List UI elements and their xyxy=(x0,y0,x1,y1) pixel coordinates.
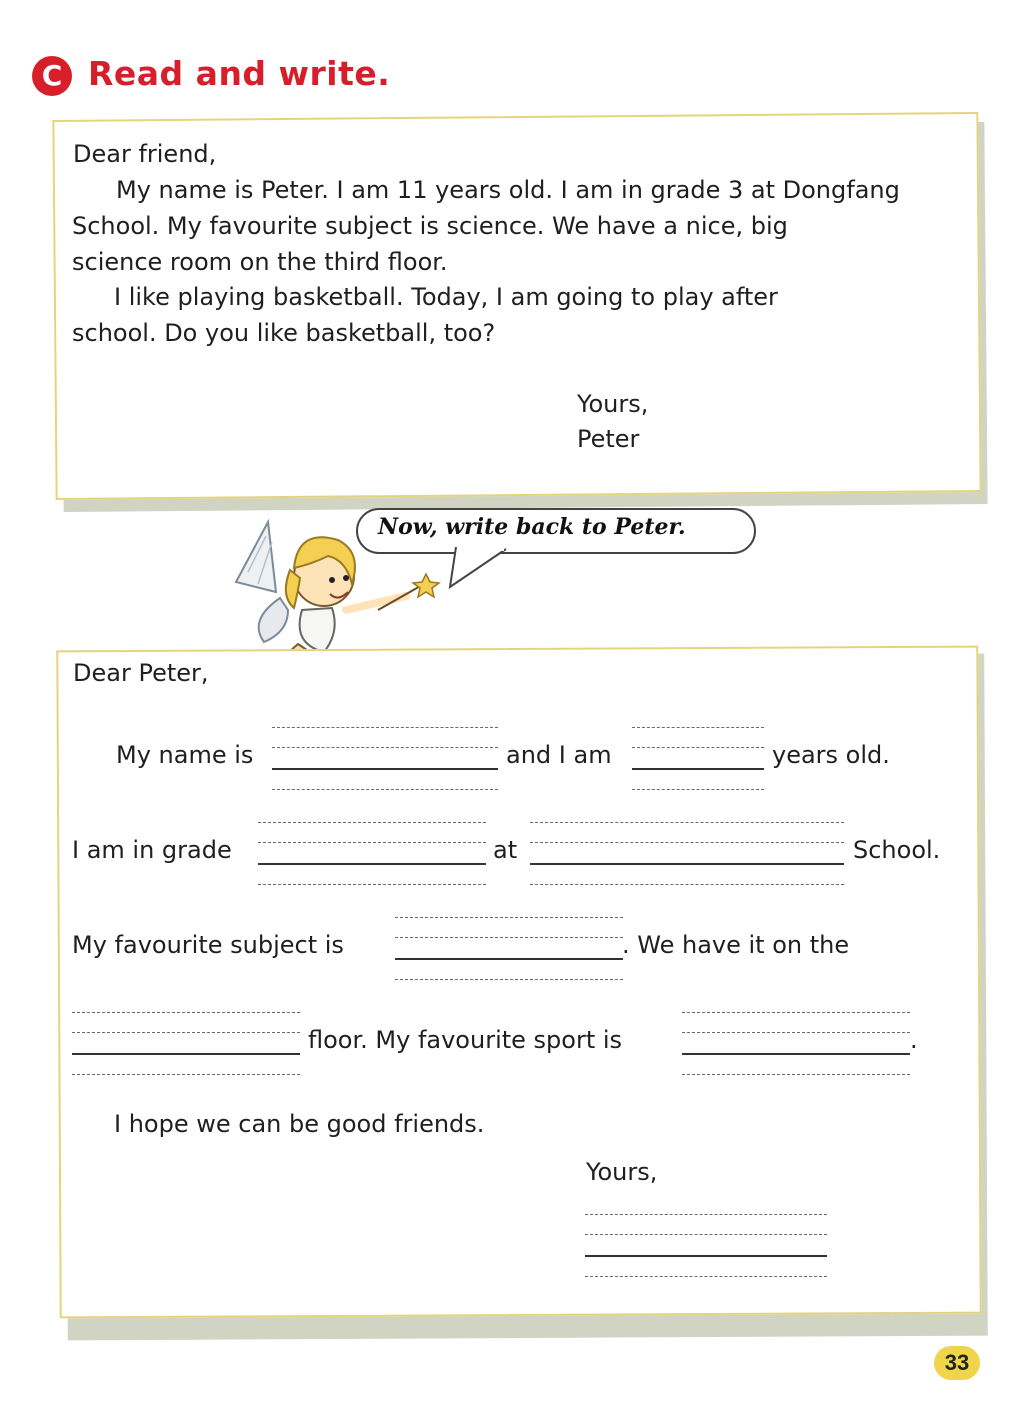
section-badge-letter: C xyxy=(41,59,63,92)
reply-hope: I hope we can be good friends. xyxy=(114,1110,485,1138)
name-blank[interactable] xyxy=(272,727,498,791)
reply-text: floor. My favourite sport is xyxy=(308,1026,623,1054)
sport-blank[interactable] xyxy=(682,1012,910,1076)
letter-signature: Peter xyxy=(577,425,640,453)
section-title: Read and write. xyxy=(88,54,391,93)
letter-line: science room on the third floor. xyxy=(72,248,448,276)
letter-greeting: Dear friend, xyxy=(73,140,217,168)
reply-text: at xyxy=(493,836,518,864)
grade-blank[interactable] xyxy=(258,822,486,886)
page-number: 33 xyxy=(944,1350,970,1375)
section-badge xyxy=(32,56,72,96)
subject-blank[interactable] xyxy=(395,917,623,981)
signature-blank[interactable] xyxy=(585,1214,827,1278)
letter-line: My name is Peter. I am 11 years old. I am in grade 3 at Dongfang xyxy=(116,176,900,204)
speech-bubble-tail xyxy=(448,547,518,589)
speech-bubble-text: Now, write back to Peter. xyxy=(378,514,686,540)
reply-closing: Yours, xyxy=(586,1158,658,1186)
reply-text: . We have it on the xyxy=(622,931,850,959)
letter-line: I like playing basketball. Today, I am going to play after xyxy=(114,283,778,311)
letter-line: school. Do you like basketball, too? xyxy=(72,319,496,347)
school-blank[interactable] xyxy=(530,822,844,886)
reply-text: years old. xyxy=(772,741,890,769)
letter-line: School. My favourite subject is science. We have a nice, big xyxy=(72,212,788,240)
reply-text: and I am xyxy=(506,741,612,769)
reply-greeting: Dear Peter, xyxy=(73,659,209,687)
floor-blank[interactable] xyxy=(72,1012,300,1076)
age-blank[interactable] xyxy=(632,727,764,791)
reply-text: My favourite subject is xyxy=(72,931,344,959)
reply-text: My name is xyxy=(116,741,254,769)
reply-text: . xyxy=(910,1026,918,1054)
reply-text: I am in grade xyxy=(72,836,232,864)
letter-closing: Yours, xyxy=(577,390,649,418)
reply-text: School. xyxy=(853,836,941,864)
